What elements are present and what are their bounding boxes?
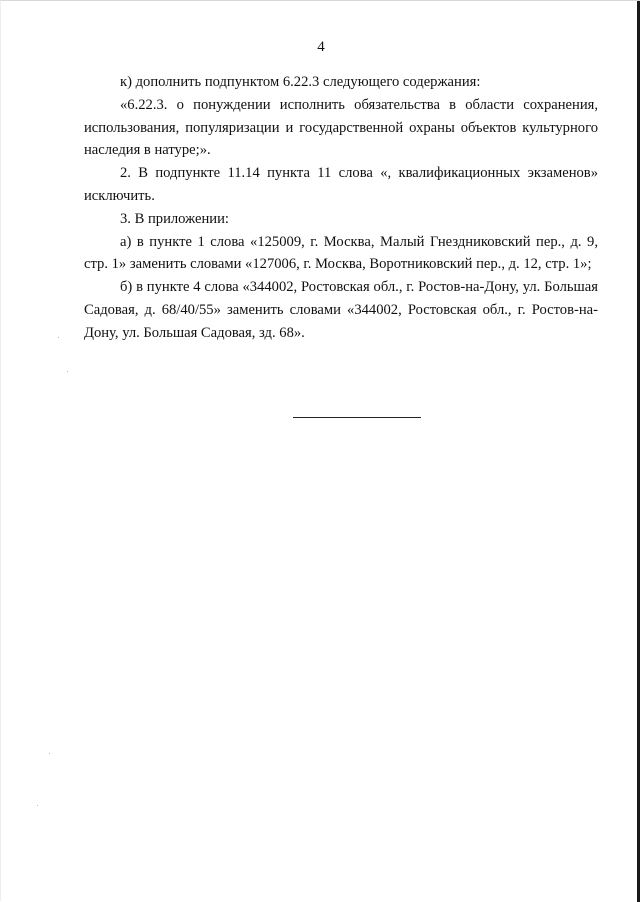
paragraph-item-b: б) в пункте 4 слова «344002, Ростовская обл., г. Ростов-на-Дону, ул. Большая Садовая, д. 68/40/55» заменить словами «344002, Ростовская обл., г. Ростов-на-Дону, ул. Большая Садовая, зд. 68». <box>84 279 598 341</box>
paragraph-item-6-22-3: «6.22.3. о понуждении исполнить обязательства в области сохранения, использования, популяризации и государственной охраны объектов культурного наследия в натуре;». <box>84 96 598 159</box>
scan-speck <box>67 371 68 372</box>
document-body <box>84 71 598 345</box>
paragraph-point-3: 3. В приложении: <box>120 210 229 227</box>
paragraph-item-a: а) в пункте 1 слова «125009, г. Москва, Малый Гнездниковский пер., д. 9, стр. 1» заменить словами «127006, г. Москва, Воротниковский пер., д. 12, стр. 1»; <box>84 233 598 273</box>
paragraph-item-k: к) дополнить подпунктом 6.22.3 следующего содержания: <box>120 74 481 90</box>
scan-speck <box>37 805 38 806</box>
end-divider-line <box>293 417 421 418</box>
paragraph-point-2: 2. В подпункте 11.14 пункта 11 слова «, квалификационных экзаменов» исключить. <box>84 165 598 204</box>
scan-speck <box>58 337 59 338</box>
page-number: 4 <box>317 39 325 55</box>
scan-speck <box>49 753 50 754</box>
